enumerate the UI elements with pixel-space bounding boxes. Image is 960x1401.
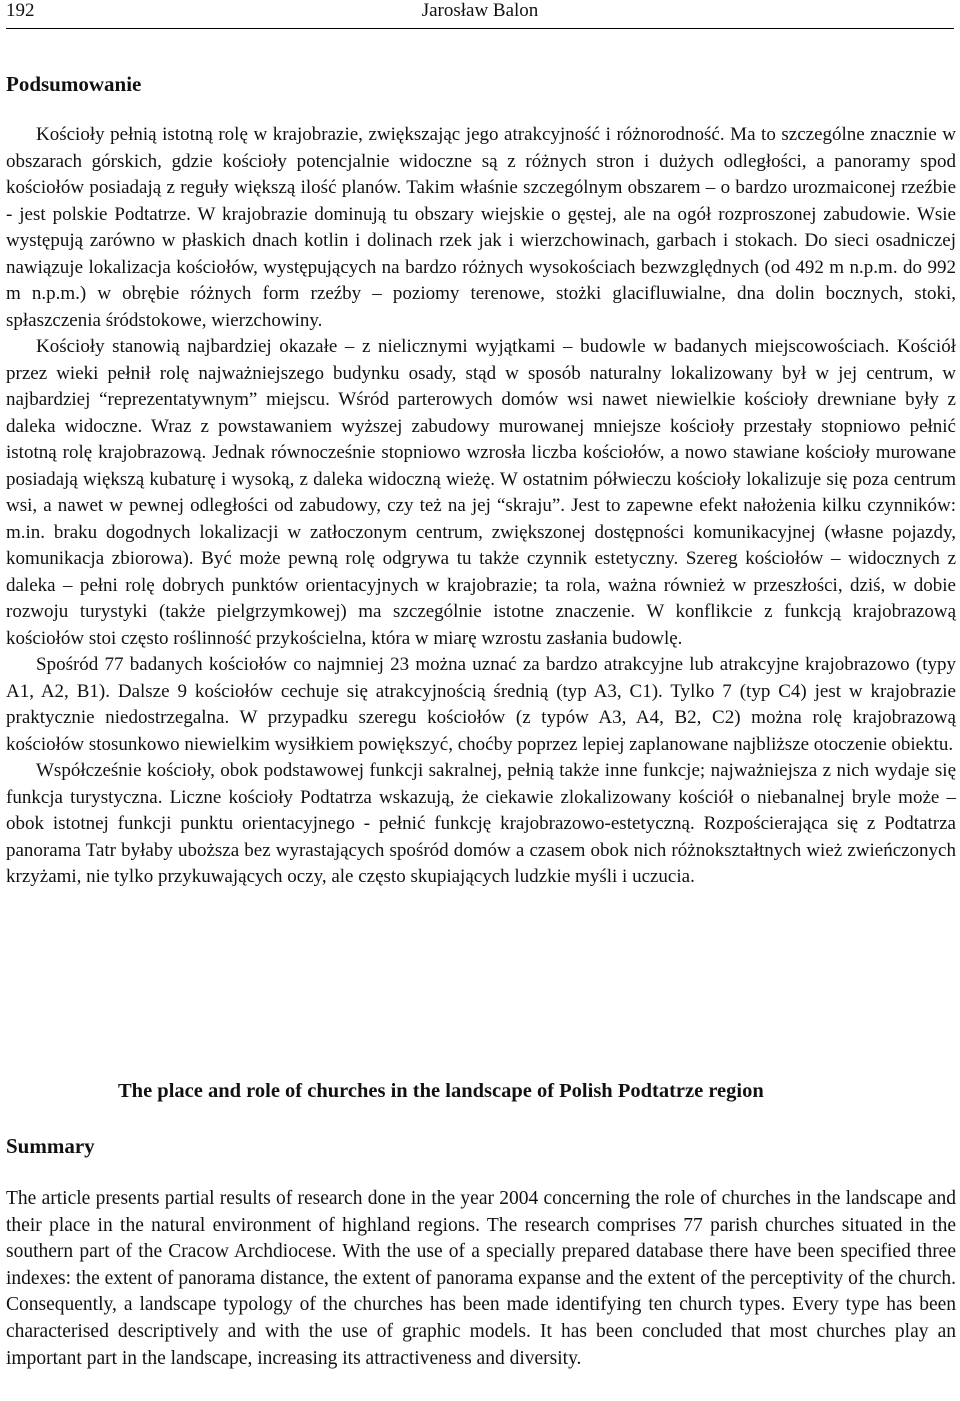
page-number: 192 [6, 0, 35, 21]
summary-text: The article presents partial results of research done in the year 2004 concerning the role of churches in the landscape and their place in the natural environment of highland regions. The research comprises 77 parish churches situated in the southern part of the Cracow Archdiocese. With the use of a specially prepared database there have been specified three indexes: the extent of panorama distance, the extent of panorama expanse and the extent of the perceptivity of the church. Consequently, a landscape typology of the churches has been made identifying ten church types. Every type has been characterised descriptively and with the use of graphic models. It has been concluded that most churches play an important part in the landscape, increasing its attractiveness and diversity. [6, 1188, 956, 1369]
paragraph: Współcześnie kościoły, obok podstawowej funkcji sakralnej, pełnią także inne funkcje; najważniejsza z nich wydaje się funkcja turystyczna. Liczne kościoły Podtatrza wskazują, że ciekawie zlokalizowany kościół o niebanalnej bryle może – obok istotnej funkcji punktu orientacyjnego - pełnić funkcję krajobrazowo-estetyczną. Rozpościerająca się z Podtatrza panorama Tatr byłaby uboższa bez wyrastających spośród domów a czasem obok nich różnokształtnych wież zwieńczonych krzyżami, nie tylko przykuwających oczy, ale często skupiających ludzkie myśli i uczucia. [6, 760, 956, 887]
summary-heading: Summary [6, 1134, 95, 1158]
section-title: Podsumowanie [6, 72, 142, 96]
running-author: Jarosław Balon [421, 0, 539, 21]
main-text [6, 122, 956, 891]
english-title: The place and role of churches in the landscape of Polish Podtatrze region [118, 1080, 764, 1102]
paragraph: Spośród 77 badanych kościołów co najmniej 23 można uznać za bardzo atrakcyjne lub atrakcyjne krajobrazowo (typy A1, A2, B1). Dalsze 9 kościołów cechuje się atrakcyjnością średnią (typ A3, C1). Tylko 7 (typ C4) jest w krajobrazie praktycznie niedostrzegalna. W przypadku szeregu kościołów (z typów A3, A4, B2, C2) można rolę krajobrazową kościołów stosunkowo niewielkim wysiłkiem powiększyć, choćby poprzez lepiej zaplanowane najbliższe otoczenie obiektu. [6, 654, 956, 755]
paragraph: Kościoły stanowią najbardziej okazałe – z nielicznymi wyjątkami – budowle w badanych miejscowościach. Kościół przez wieki pełnił rolę najważniejszego budynku osady, stąd w sposób naturalny lokalizowany był w jej centrum, w najbardziej “reprezentatywnym” miejscu. Wśród parterowych domów wsi nawet niewielkie kościoły drewniane były z daleka widoczne. Wraz z powstawaniem wyższej zabudowy murowanej mniejsze kościoły przestały stopniowo pełnić istotną rolę krajobrazową. Jednak równocześnie stopniowo wzrosła liczba kościołów, a nowo stawiane kościoły murowane posiadają większą kubaturę i wysoką, z daleka widoczną wieżę. W ostatnim półwieczu kościoły lokalizuje się poza centrum wsi, a nawet w pewnej odległości od zabudowy, czy też na jej “skraju”. Jest to zapewne efekt nałożenia kilku czynników: m.in. braku dogodnych lokalizacji w zatłoczonym centrum, zwiększonej dostępności komunikacyjnej (własne pojazdy, komunikacja zbiorowa). Być może pewną rolę odgrywa tu także czynnik estetyczny. Szereg kościołów – widocznych z daleka – pełni rolę dobrych punktów orientacyjnych w krajobrazie; ta rola, ważna również w przeszłości, dziś, w dobie rozwoju turystyki (także pielgrzymkowej) ma szczególnie istotne znaczenie. W konflikcie z funkcją krajobrazową kościołów stoi często roślinność przykościelna, która w miarę wzrostu zasłania budowlę. [6, 336, 956, 649]
running-header [6, 0, 954, 29]
paragraph: Kościoły pełnią istotną rolę w krajobrazie, zwiększając jego atrakcyjność i różnorodność. Ma to szczególne znacznie w obszarach górskich, gdzie kościoły potencjalnie widoczne są z różnych stron i dużych odległości, a panoramy spod kościołów posiadają z reguły większą ilość planów. Takim właśnie szczególnym obszarem – o bardzo urozmaiconej rzeźbie - jest polskie Podtatrze. W krajobrazie dominują tu obszary wiejskie o gęstej, ale na ogół rozproszonej zabudowie. Wsie występują zarówno w płaskich dnach kotlin i dolinach rzek jak i wierzchowinach, garbach i stokach. Do sieci osadniczej nawiązuje lokalizacja kościołów, występujących na bardzo różnych wysokościach bezwzględnych (od 492 m n.p.m. do 992 m n.p.m.) w obrębie różnych form rzeźby – poziomy terenowe, stożki glacifluwialne, dna dolin bocznych, stoki, spłaszczenia śródstokowe, wierzchowiny. [6, 124, 956, 331]
